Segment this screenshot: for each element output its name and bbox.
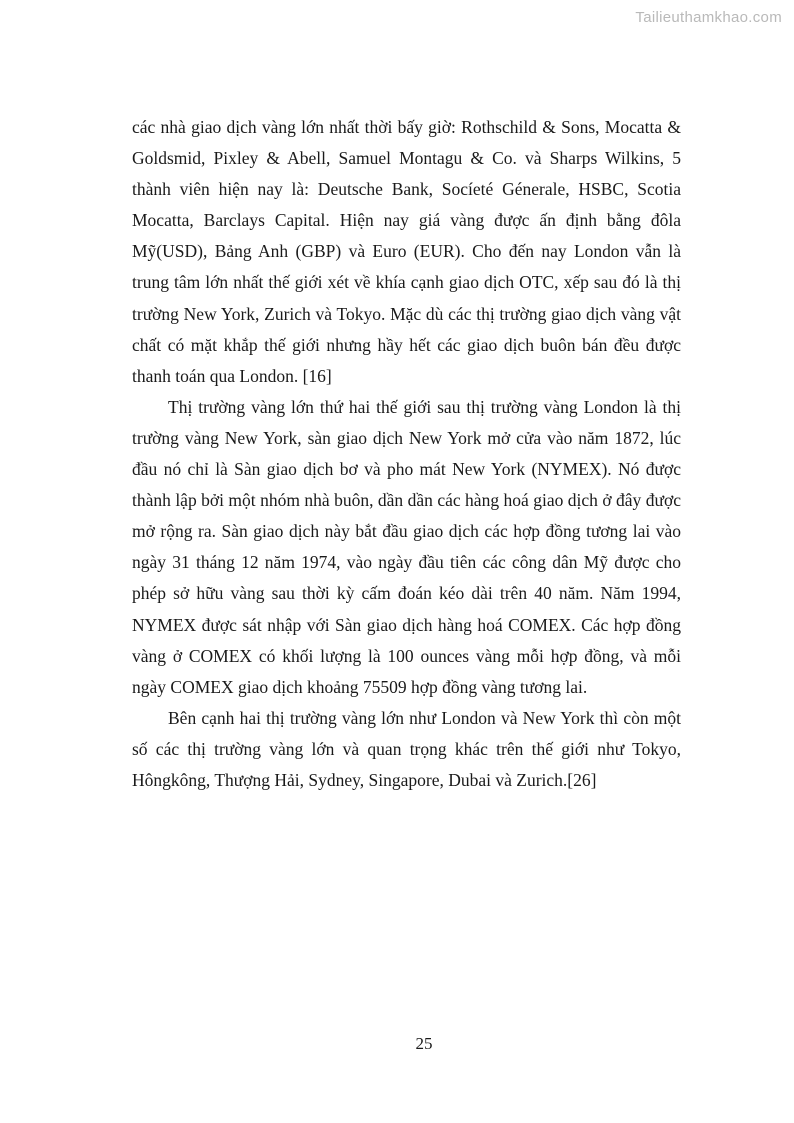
text-line: vàng ở COMEX có khối lượng là 100 ounces vàng mỗi hợp đồng, và mỗi [132,645,681,666]
text-line: Mỹ(USD), Bảng Anh (GBP) và Euro (EUR). Cho đến nay London vẫn là [132,241,681,262]
paragraph-1 [132,112,681,392]
text-line: thành lập bởi một nhóm nhà buôn, dần dần các hàng hoá giao dịch ở đây được [132,490,681,511]
paragraph-2 [132,392,681,703]
text-line: mở rộng ra. Sàn giao dịch này bắt đầu giao dịch các hợp đồng tương lai vào [132,521,681,542]
text-line: NYMEX được sát nhập với Sàn giao dịch hàng hoá COMEX. Các hợp đồng [132,614,681,635]
text-line: đầu nó chỉ là Sàn giao dịch bơ và pho mát New York (NYMEX). Nó được [132,459,681,480]
text-line: số các thị trường vàng lớn và quan trọng khác trên thế giới như Tokyo, [132,738,681,759]
text-line: trường vàng New York, sàn giao dịch New York mở cửa vào năm 1872, lúc [132,427,681,448]
paragraph-3 [132,703,681,796]
text-line: thanh toán qua London. [16] [132,365,332,386]
watermark: Tailieuthamkhao.com [635,9,782,26]
page-number: 25 [415,1034,433,1053]
text-line: trường New York, Zurich và Tokyo. Mặc dù các thị trường giao dịch vàng vật [132,303,681,324]
body-text [132,112,681,796]
text-line: Mocatta, Barclays Capital. Hiện nay giá vàng được ấn định bằng đôla [132,210,681,231]
text-line: Goldsmid, Pixley & Abell, Samuel Montagu & Co. và Sharps Wilkins, 5 [132,148,681,169]
text-line: Hôngkông, Thượng Hải, Sydney, Singapore, Dubai và Zurich.[26] [132,769,597,790]
text-line: Bên cạnh hai thị trường vàng lớn như London và New York thì còn một [168,707,681,728]
text-line: thành viên hiện nay là: Deutsche Bank, Socíeté Génerale, HSBC, Scotia [132,179,681,200]
text-line: ngày 31 tháng 12 năm 1974, vào ngày đầu tiên các công dân Mỹ được cho [132,552,681,573]
text-line: các nhà giao dịch vàng lớn nhất thời bấy giờ: Rothschild & Sons, Mocatta & [132,117,681,137]
text-line: phép sở hữu vàng sau thời kỳ cấm đoán kéo dài trên 40 năm. Năm 1994, [132,583,681,604]
text-line: trung tâm lớn nhất thế giới xét về khía cạnh giao dịch OTC, xếp sau đó là thị [132,272,681,293]
text-line: chất có mặt khắp thế giới nhưng hầy hết các giao dịch buôn bán đều được [132,334,681,355]
text-line: Thị trường vàng lớn thứ hai thế giới sau thị trường vàng London là thị [168,396,681,417]
text-line: ngày COMEX giao dịch khoảng 75509 hợp đồng vàng tương lai. [132,676,588,697]
